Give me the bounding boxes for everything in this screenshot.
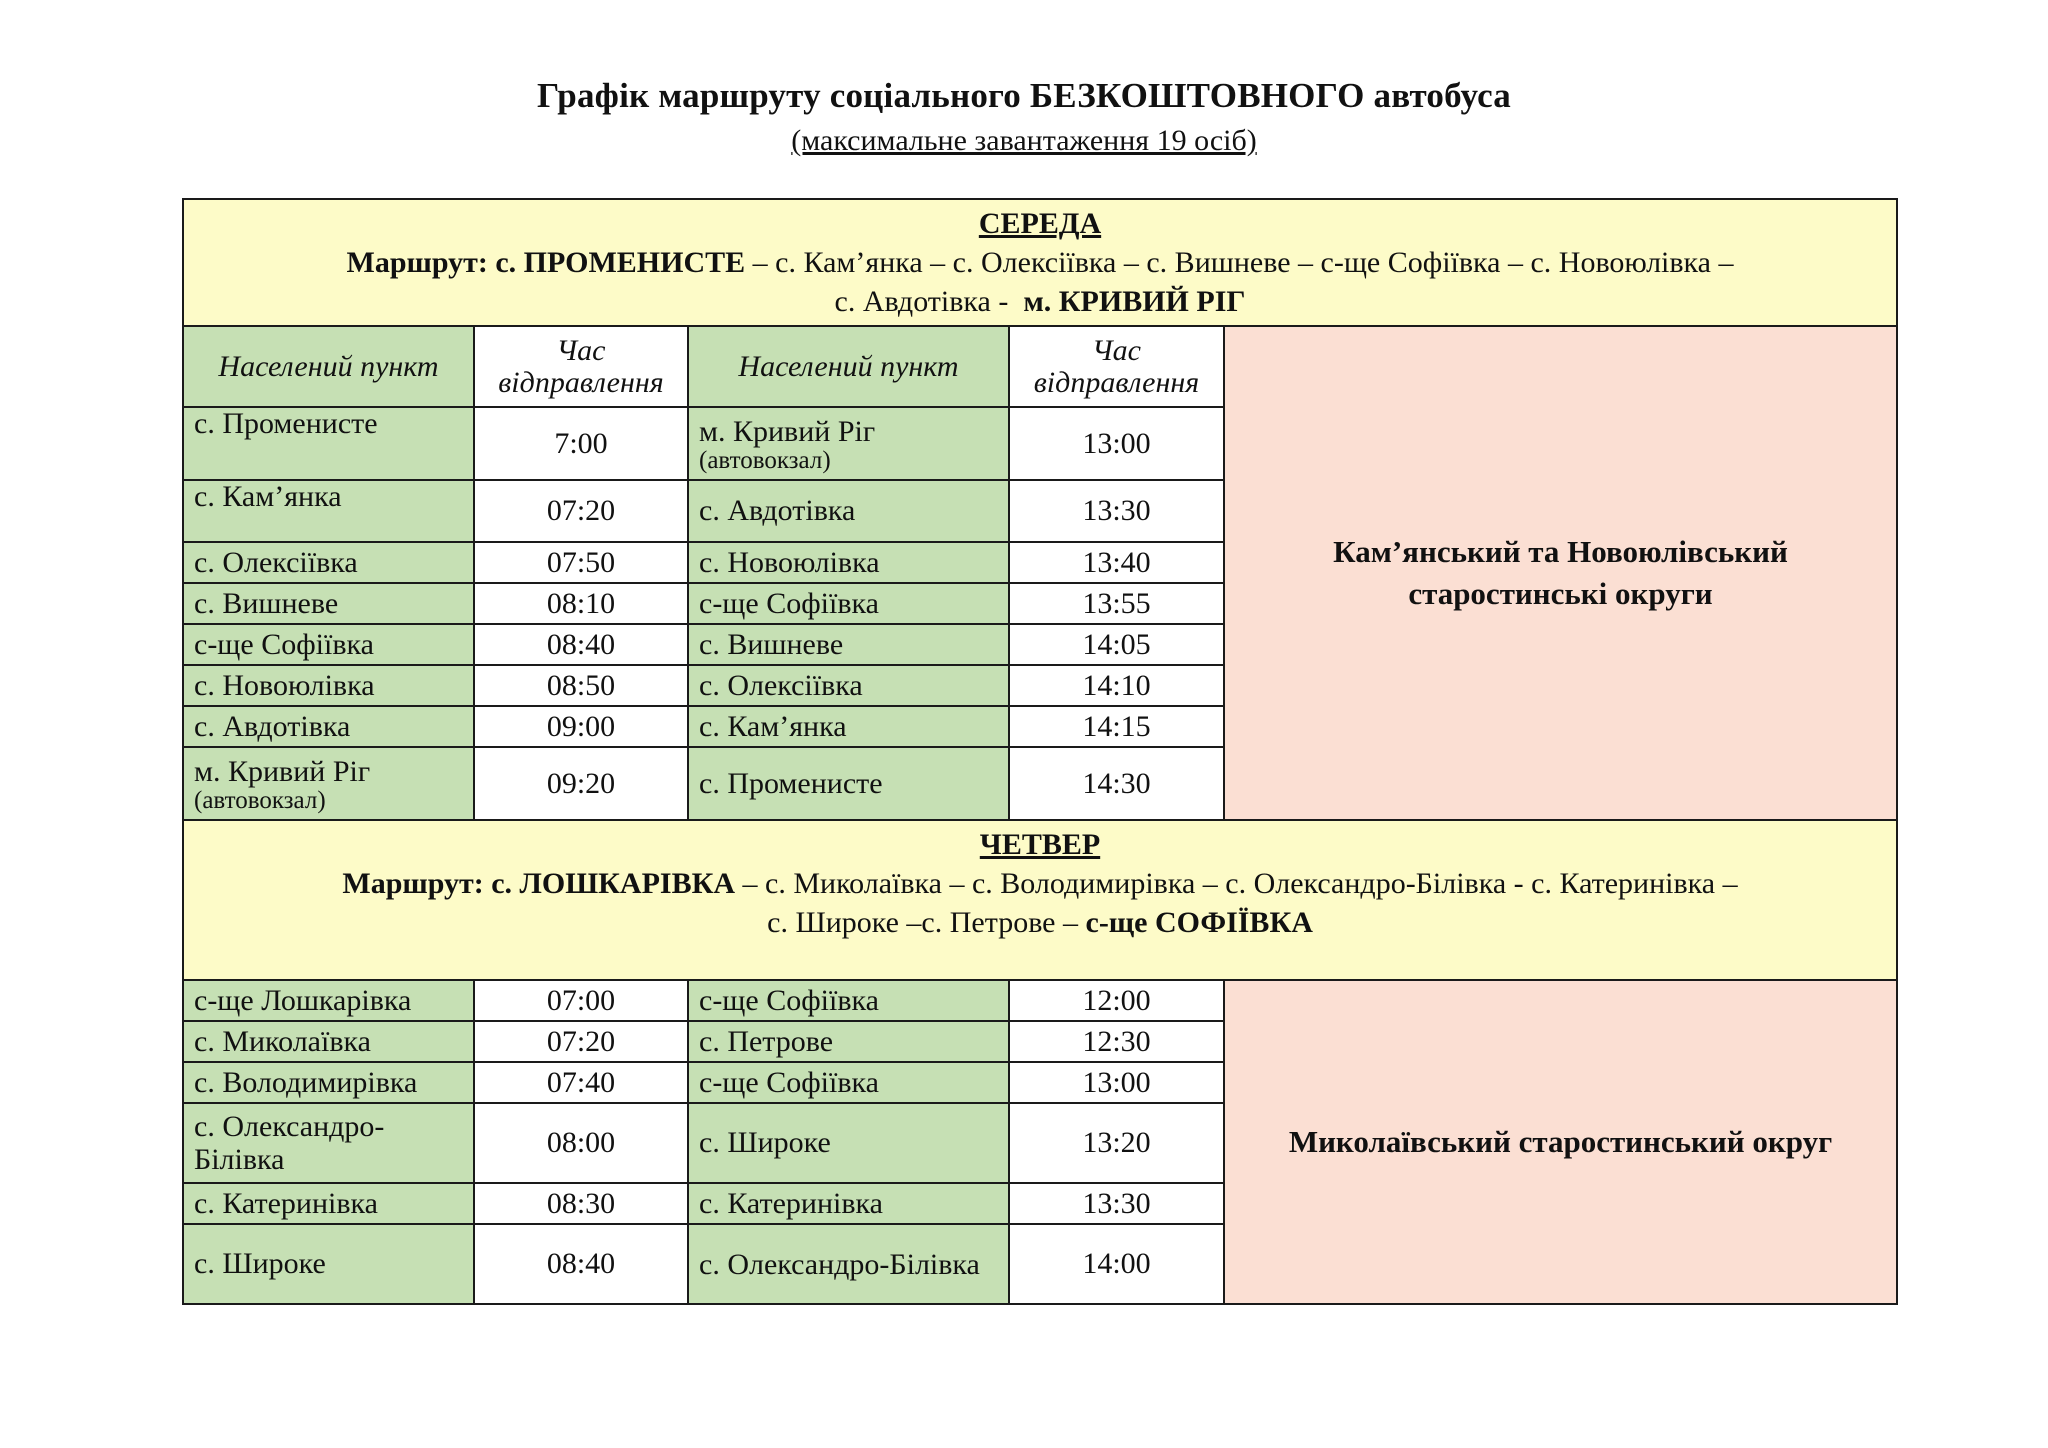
stop-out: с. Кам’янка <box>183 480 474 542</box>
stop-back: с-ще Софіївка <box>688 583 1009 624</box>
stop-back: с. Олександро-Білівка <box>688 1224 1009 1304</box>
route-end: с-ще СОФІЇВКА <box>1085 906 1313 939</box>
return-time: 13:20 <box>1009 1103 1224 1183</box>
stop-out: с. Олексіївка <box>183 542 474 583</box>
departure-time: 07:50 <box>474 542 688 583</box>
departure-time: 08:40 <box>474 624 688 665</box>
stop-back: с. Катеринівка <box>688 1183 1009 1224</box>
departure-time: 7:00 <box>474 407 688 480</box>
stop-out: с. Вишневе <box>183 583 474 624</box>
stop-back: с. Олексіївка <box>688 665 1009 706</box>
stop-out: с. Олександро-Білівка <box>183 1103 474 1183</box>
departure-time: 08:50 <box>474 665 688 706</box>
route-middle-2: с. Широке –с. Петрове – <box>767 906 1078 939</box>
departure-time: 09:00 <box>474 706 688 747</box>
return-time: 14:15 <box>1009 706 1224 747</box>
thursday-header-row <box>183 820 1897 980</box>
route-end: м. КРИВИЙ РІГ <box>1023 285 1246 318</box>
col-header-time-return: Час відправлення <box>1009 326 1224 407</box>
route-prefix: Маршрут: <box>342 867 484 900</box>
stop-back: с. Вишневе <box>688 624 1009 665</box>
stop-out: с. Променисте <box>183 407 474 480</box>
departure-time: 07:00 <box>474 980 688 1021</box>
day-name-wednesday: СЕРЕДА <box>978 207 1102 240</box>
stop-back: с. Променисте <box>688 747 1009 820</box>
capacity-note: (максимальне завантаження 19 осіб) <box>791 124 1257 157</box>
stop-out: м. Кривий Ріг (автовокзал) <box>183 747 474 820</box>
return-time: 14:05 <box>1009 624 1224 665</box>
stop-back: с-ще Софіївка <box>688 980 1009 1021</box>
route-start: с. ЛОШКАРІВКА <box>491 867 736 900</box>
stop-back: с. Кам’янка <box>688 706 1009 747</box>
schedule-table <box>182 198 1898 1305</box>
return-time: 13:40 <box>1009 542 1224 583</box>
stop-back: с-ще Софіївка <box>688 1062 1009 1103</box>
stop-out: с-ще Лошкарівка <box>183 980 474 1021</box>
route-middle-2: с. Авдотівка - <box>834 285 1009 318</box>
stop-out: с. Авдотівка <box>183 706 474 747</box>
col-header-time: Час відправлення <box>474 326 688 407</box>
wednesday-header-row <box>183 199 1897 326</box>
stop-out: с. Катеринівка <box>183 1183 474 1224</box>
stop-out: с-ще Софіївка <box>183 624 474 665</box>
stop-back: с. Широке <box>688 1103 1009 1183</box>
departure-time: 08:40 <box>474 1224 688 1304</box>
stop-out: с. Володимирівка <box>183 1062 474 1103</box>
col-header-place-return: Населений пункт <box>688 326 1009 407</box>
stop-out: с. Новоюлівка <box>183 665 474 706</box>
stop-back: м. Кривий Ріг (автовокзал) <box>688 407 1009 480</box>
district-thursday: Миколаївський старостинський округ <box>1224 980 1897 1304</box>
document-subtitle <box>0 124 2048 158</box>
table-row <box>183 980 1897 1021</box>
route-prefix: Маршрут: <box>346 246 488 279</box>
return-time: 13:30 <box>1009 480 1224 542</box>
route-middle: – с. Миколаївка – с. Володимирівка – с. Олександро-Білівка - с. Катеринівка – <box>742 867 1738 900</box>
departure-time: 07:20 <box>474 1021 688 1062</box>
departure-time: 07:40 <box>474 1062 688 1103</box>
wednesday-route-cell <box>183 199 1897 326</box>
document-title: Графік маршруту соціального БЕЗКОШТОВНОГО автобуса <box>537 76 1511 115</box>
stop-out: с. Широке <box>183 1224 474 1304</box>
thursday-route-cell <box>183 820 1897 980</box>
stop-back: с. Петрове <box>688 1021 1009 1062</box>
departure-time: 08:10 <box>474 583 688 624</box>
return-time: 13:30 <box>1009 1183 1224 1224</box>
day-name-thursday: ЧЕТВЕР <box>979 828 1101 861</box>
district-wednesday: Кам’янський та Новоюлівський старостинські округи <box>1224 326 1897 820</box>
route-middle: – с. Кам’янка – с. Олексіївка – с. Вишневе – с-ще Софіївка – с. Новоюлівка – <box>752 246 1734 279</box>
return-time: 13:00 <box>1009 407 1224 480</box>
return-time: 14:10 <box>1009 665 1224 706</box>
return-time: 12:00 <box>1009 980 1224 1021</box>
departure-time: 08:00 <box>474 1103 688 1183</box>
departure-time: 09:20 <box>474 747 688 820</box>
return-time: 13:00 <box>1009 1062 1224 1103</box>
route-start: с. ПРОМЕНИСТЕ <box>495 246 746 279</box>
return-time: 14:30 <box>1009 747 1224 820</box>
departure-time: 08:30 <box>474 1183 688 1224</box>
stop-back: с. Авдотівка <box>688 480 1009 542</box>
return-time: 14:00 <box>1009 1224 1224 1304</box>
departure-time: 07:20 <box>474 480 688 542</box>
col-header-place: Населений пункт <box>183 326 474 407</box>
return-time: 12:30 <box>1009 1021 1224 1062</box>
stop-back: с. Новоюлівка <box>688 542 1009 583</box>
stop-out: с. Миколаївка <box>183 1021 474 1062</box>
return-time: 13:55 <box>1009 583 1224 624</box>
column-header-row <box>183 326 1897 407</box>
